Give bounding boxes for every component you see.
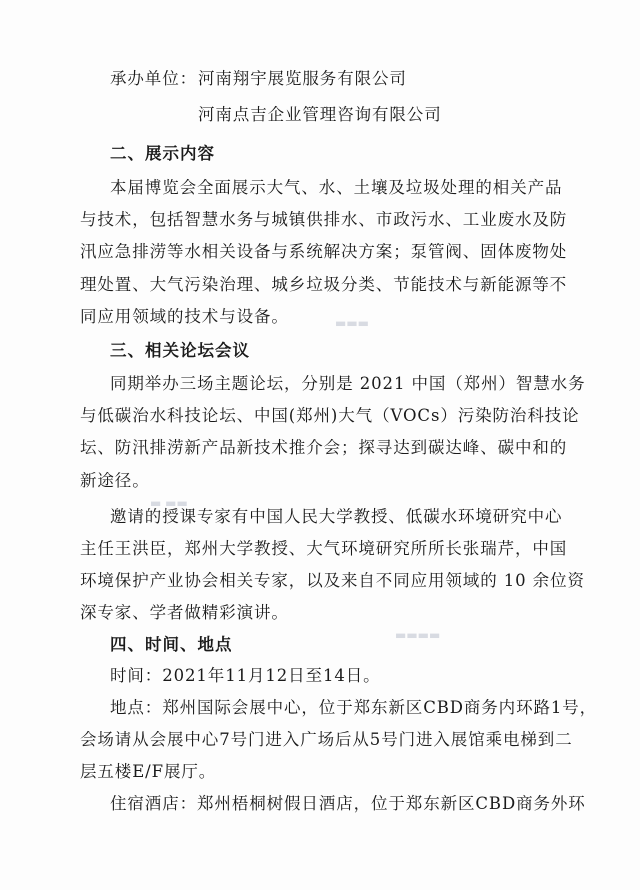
paragraph-line: 汛应急排涝等水相关设备与系统解决方案；泵管阀、固体废物处 — [80, 242, 568, 261]
section-heading-forums: 三、相关论坛会议 — [110, 341, 250, 360]
paragraph-line: 坛、防汛排涝新产品新技术推介会；探寻达到碳达峰、碳中和的 — [80, 438, 568, 457]
bleed-through-mark: ▬ ▬▬ — [150, 496, 188, 510]
paragraph-line: 邀请的授课专家有中国人民大学教授、低碳水环境研究中心 — [110, 507, 563, 526]
section-heading-time-location: 四、时间、地点 — [110, 635, 233, 654]
organizer-label: 承办单位： — [110, 69, 197, 88]
organizer-name-1: 河南翔宇展览服务有限公司 — [198, 69, 407, 88]
paragraph-line: 理处置、大气污染治理、城乡垃圾分类、节能技术与新能源等不 — [80, 275, 568, 294]
event-location-line: 地点：郑州国际会展中心，位于郑东新区CBD商务内环路1号， — [110, 698, 598, 717]
paragraph-line: 同期举办三场主题论坛，分别是 2021 中国（郑州）智慧水务 — [110, 374, 586, 393]
paragraph-line: 深专家、学者做精彩演讲。 — [80, 603, 289, 622]
bleed-through-mark: ▬▬▬▬ — [395, 628, 441, 642]
event-location-line: 层五楼E/F展厅。 — [80, 762, 217, 781]
event-time: 时间：2021年11月12日至14日。 — [110, 666, 381, 685]
event-location-line: 会场请从会展中心7号门进入广场后从5号门进入展馆乘电梯到二 — [80, 730, 573, 749]
paragraph-line: 同应用领域的技术与设备。 — [80, 307, 289, 326]
organizer-name-2: 河南点吉企业管理咨询有限公司 — [198, 105, 442, 124]
bleed-through-mark: ▬▬▬ — [335, 316, 370, 330]
section-heading-exhibits: 二、展示内容 — [110, 144, 215, 163]
paragraph-line: 新途径。 — [80, 471, 150, 490]
paragraph-line: 环境保护产业协会相关专家，以及来自不同应用领域的 10 余位资 — [80, 571, 585, 590]
paragraph-line: 本届博览会全面展示大气、水、土壤及垃圾处理的相关产品 — [110, 178, 563, 197]
paragraph-line: 与低碳治水科技论坛、中国(郑州)大气（VOCs）污染防治科技论 — [80, 406, 580, 425]
paragraph-line: 主任王洪臣，郑州大学教授、大气环境研究所所长张瑞芹，中国 — [80, 539, 568, 558]
paragraph-line: 与技术，包括智慧水务与城镇供排水、市政污水、工业废水及防 — [80, 210, 568, 229]
hotel-info: 住宿酒店：郑州梧桐树假日酒店，位于郑东新区CBD商务外环 — [110, 794, 586, 813]
